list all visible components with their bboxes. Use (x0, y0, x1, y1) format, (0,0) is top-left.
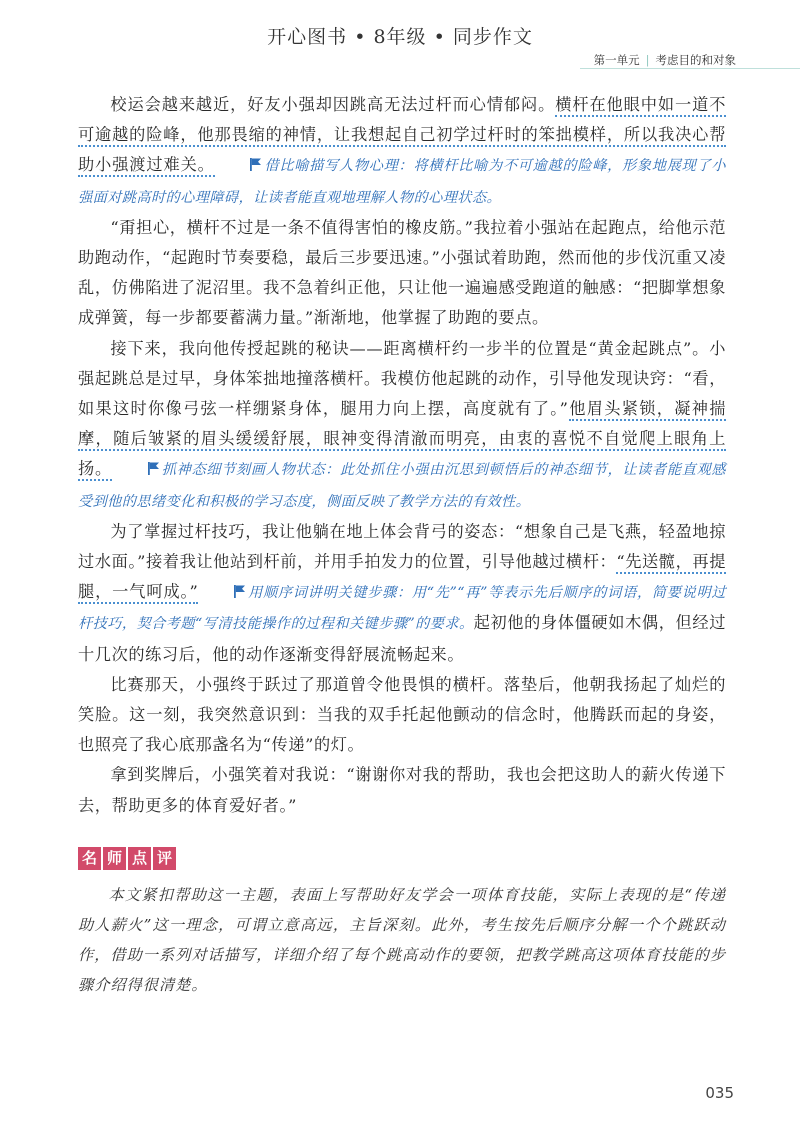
flag-icon (201, 578, 245, 608)
header-rule (580, 68, 800, 69)
paragraph-text: 起初他的身体僵硬如木偶，但经过十几次的练习后，他的动作逐渐变得舒展流畅起来。 (78, 613, 726, 664)
paragraph-6 (78, 760, 726, 820)
page-number: 035 (705, 1084, 734, 1102)
tag-char: 点 (128, 847, 151, 870)
paragraph-text: 校运会越来越近，好友小强却因跳高无法过杆而心情郁闷。 (110, 95, 556, 114)
paragraph-text: 拿到奖牌后，小强笑着对我说：“谢谢你对我的帮助，我也会把这助人的薪火传递下去，帮助更多的体育爱好者。” (78, 765, 726, 815)
flag-icon (115, 455, 159, 485)
paragraph-4 (78, 517, 726, 670)
unit-label: 第一单元 (593, 53, 640, 67)
header-section-label (594, 52, 736, 68)
annotation-note: 抓神态细节刻画人物状态：此处抓住小强由沉思到顿悟后的神态细节，让读者能直观感受到他的思绪变化和积极的学习态度，侧面反映了教学方法的有效性。 (78, 462, 727, 510)
tag-char: 师 (103, 847, 126, 870)
paragraph-text: “甭担心，横杆不过是一条不值得害怕的橡皮筋。”我拉着小强站在起跑点，给他示范助跑动作，“起跑时节奏要稳，最后三步要迅速。”小强试着助跑，然而他的步伐沉重又凌乱，仿佛陷进了泥沼里。我不急着纠正他，只让他一遍遍感受跑道的触感：“把脚掌想象成弹簧，每一步都要蓄满力量。”渐渐地，他掌握了助跑的要点。 (78, 217, 726, 328)
annotation-note: 用顺序词讲明关键步骤：用“先”“再”等表示先后顺序的词语，简要说明过杆技巧，契合考题“写清技能操作的过程和关键步骤”的要求。 (78, 585, 726, 633)
highlighted-sentence: 横杆在他眼中如一道不可逾越的险峰，他那畏缩的神情，让我想起自己初学过杆时的笨拙模样，所以我决心帮助小强渡过难关。 (78, 95, 726, 177)
paragraph-1 (78, 90, 726, 213)
highlighted-sentence: 他眉头紧锁，凝神揣摩，随后皱紧的眉头缓缓舒展，眼神变得清澈而明亮，由衷的喜悦不自觉爬上眼角上扬。 (78, 399, 726, 481)
tag-char: 评 (153, 847, 176, 870)
header-separator: | (645, 53, 650, 67)
teacher-review: 本文紧扣帮助这一主题，表面上写帮助好友学会一项体育技能，实际上表现的是“传递助人薪火”这一理念，可谓立意高远，主旨深刻。此外，考生按先后顺序分解一个个跳跃动作，借助一系列对话描写，详细介绍了每个跳高动作的要领，把教学跳高这项体育技能的步骤介绍得很清楚。 (78, 885, 726, 994)
paragraph-text: 为了掌握过杆技巧，我让他躺在地上体会背弓的姿态：“想象自己是飞燕，轻盈地掠过水面。”接着我让他站到杆前，并用手拍发力的位置，引导他越过横杆： (78, 521, 726, 572)
topic-label: 考虑目的和对象 (655, 53, 736, 67)
paragraph-5 (78, 670, 726, 761)
paragraph-2 (78, 213, 726, 334)
paragraph-text: 接下来，我向他传授起跳的秘诀——距离横杆约一步半的位置是“黄金起跳点”。小强起跳总是过早，身体笨拙地撞落横杆。我模仿他起跳的动作，引导他发现诀窍：“看，如果这时你像弓弦一样绷紧身体，腿用力向上摆，高度就有了。” (78, 338, 726, 419)
tag-char: 名 (78, 847, 101, 870)
highlighted-sentence: “先送髋，再提腿，一气呵成。” (78, 552, 726, 604)
paragraph-3 (78, 334, 726, 517)
header-title: 开心图书 • 8年级 • 同步作文 (267, 26, 533, 48)
paragraph-text: 比赛那天，小强终于跃过了那道曾令他畏惧的横杆。落垫后，他朝我扬起了灿烂的笑脸。这一刻，我突然意识到：当我的双手托起他颤动的信念时，他腾跃而起的身姿，也照亮了我心底那盏名为“传递”的灯。 (78, 674, 726, 755)
annotation-note: 借比喻描写人物心理：将横杆比喻为不可逾越的险峰，形象地展现了小强面对跳高时的心理障碍，让读者能直观地理解人物的心理状态。 (78, 158, 726, 206)
essay-body (78, 90, 726, 1015)
review-section-tag (78, 847, 726, 870)
flag-icon (218, 151, 262, 181)
